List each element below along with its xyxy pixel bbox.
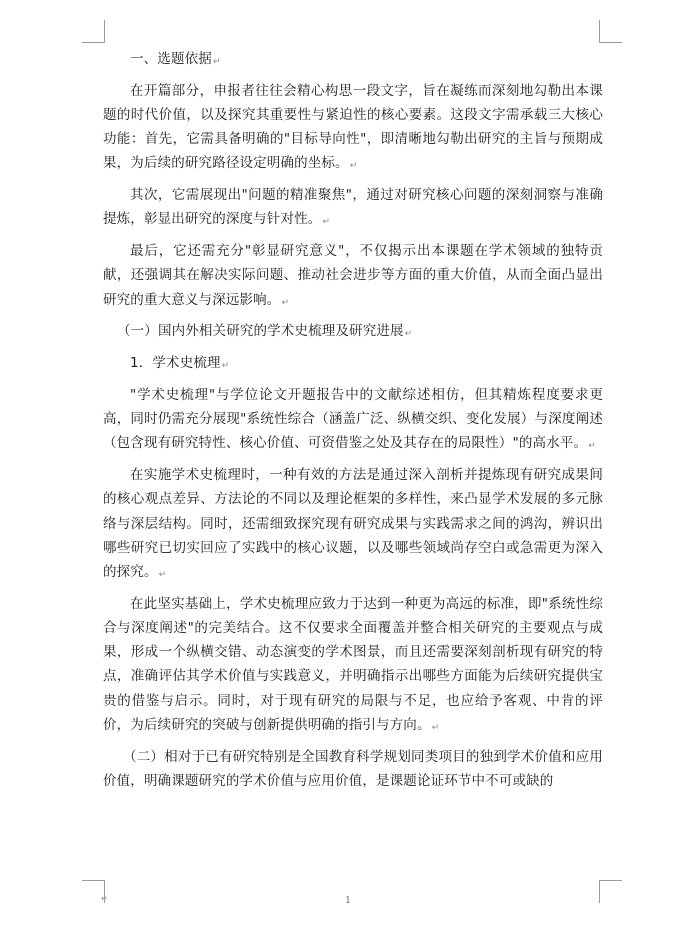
paragraph-mark-icon: ↵ (281, 297, 290, 308)
paragraph-mark-icon: ↵ (158, 570, 167, 581)
document-body[interactable] (103, 46, 603, 798)
paragraph-mark-icon: ↵ (322, 217, 331, 228)
paragraph (103, 79, 603, 179)
paragraph-text: 在实施学术史梳理时，一种有效的方法是通过深入剖析并提炼现有研究成果间的核心观点差异、方法论的不同以及理论框架的多样性，来凸显学术发展的多元脉络与深层结构。同时，还需细致探究现有研究成果与实践需求之间的鸿沟，辨识出哪些研究已切实回应了实践中的核心议题，以及哪些领域尚存空白或急需更为深入的探究。 (103, 467, 603, 581)
paragraph-mark-icon: ↵ (349, 161, 358, 172)
paragraph (103, 592, 603, 740)
paragraph-text: 1．学术史梳理 (130, 355, 221, 372)
paragraph-text: 最后，它还需充分"彰显研究意义"，不仅揭示出本课题在学术领域的独特贡献，还强调其在解决实际问题、推动社会进步等方面的重大价值，从而全面凸显出研究的重大意义与深远影响。 (103, 243, 603, 308)
page-number: 1 (345, 896, 351, 906)
paragraph-text: （一）国内外相关研究的学术史梳理及研究进展 (117, 323, 404, 340)
paragraph-mark-icon: ↵ (221, 361, 230, 372)
paragraph-text: "学术史梳理"与学位论文开题报告中的文献综述相仿，但其精炼程度要求更高，同时仍需充分展现"系统性综合（涵盖广泛、纵横交织、变化发展）与深度阐述（包含现有研究特性、核心价值、可资借鉴之处及其存在的局限性）"的高水平。 (103, 387, 603, 452)
paragraph-text: 其次，它需展现出"问题的精准聚焦"，通过对研究核心问题的深刻洞察与准确提炼，彰显出研究的深度与针对性。 (103, 187, 603, 228)
paragraph-mark-icon: ↵ (431, 722, 440, 733)
paragraph-text: （二）相对于已有研究特别是全国教育科学规划同类项目的独到学术价值和应用价值，明确课题研究的学术价值与应用价值，是课题论证环节中不可或缺的 (103, 748, 603, 789)
paragraph-text: 在此坚实基础上，学术史梳理应致力于达到一种更为高远的标准，即"系统性综合与深度阐述"的完美结合。这不仅要求全面覆盖并整合相关研究的主要观点与成果，形成一个纵横交错、动态演变的学术图景，而且还需要深刻剖析现有研究的特点，准确评估其学术价值与实践意义，并明确指示出哪些方面能为后续研究提供宝贵的借鉴与启示。同时，对于现有研究的局限与不足，也应给予客观、中肯的评价，为后续研究的突破与创新提供明确的指引与方向。 (103, 595, 603, 733)
section-heading (103, 47, 603, 74)
paragraph-text: 在开篇部分，申报者往往会精心构思一段文字，旨在凝练而深刻地勾勒出本课题的时代价值，以及探究其重要性与紧迫性的核心要素。这段文字需承载三大核心功能：首先，它需具备明确的"目标导向性"，即清晰地勾勒出研究的主旨与预期成果，为后续的研究路径设定明确的坐标。 (103, 82, 603, 172)
paragraph-mark-icon: ↵ (212, 57, 221, 67)
paragraph (103, 383, 603, 459)
corner-mark-top-right (599, 20, 622, 43)
paragraph-mark-icon: ↵ (101, 894, 108, 903)
paragraph-mark-icon: ↵ (404, 329, 413, 340)
subsection-heading (103, 351, 603, 378)
paragraph-text: 一、选题依据 (130, 51, 212, 67)
paragraph (103, 183, 603, 234)
paragraph-mark-icon: ↵ (588, 441, 596, 452)
corner-mark-top-left (82, 20, 105, 43)
paragraph (103, 239, 603, 315)
subsection-heading (103, 745, 603, 793)
subsection-heading (103, 319, 603, 346)
paragraph (103, 463, 603, 587)
